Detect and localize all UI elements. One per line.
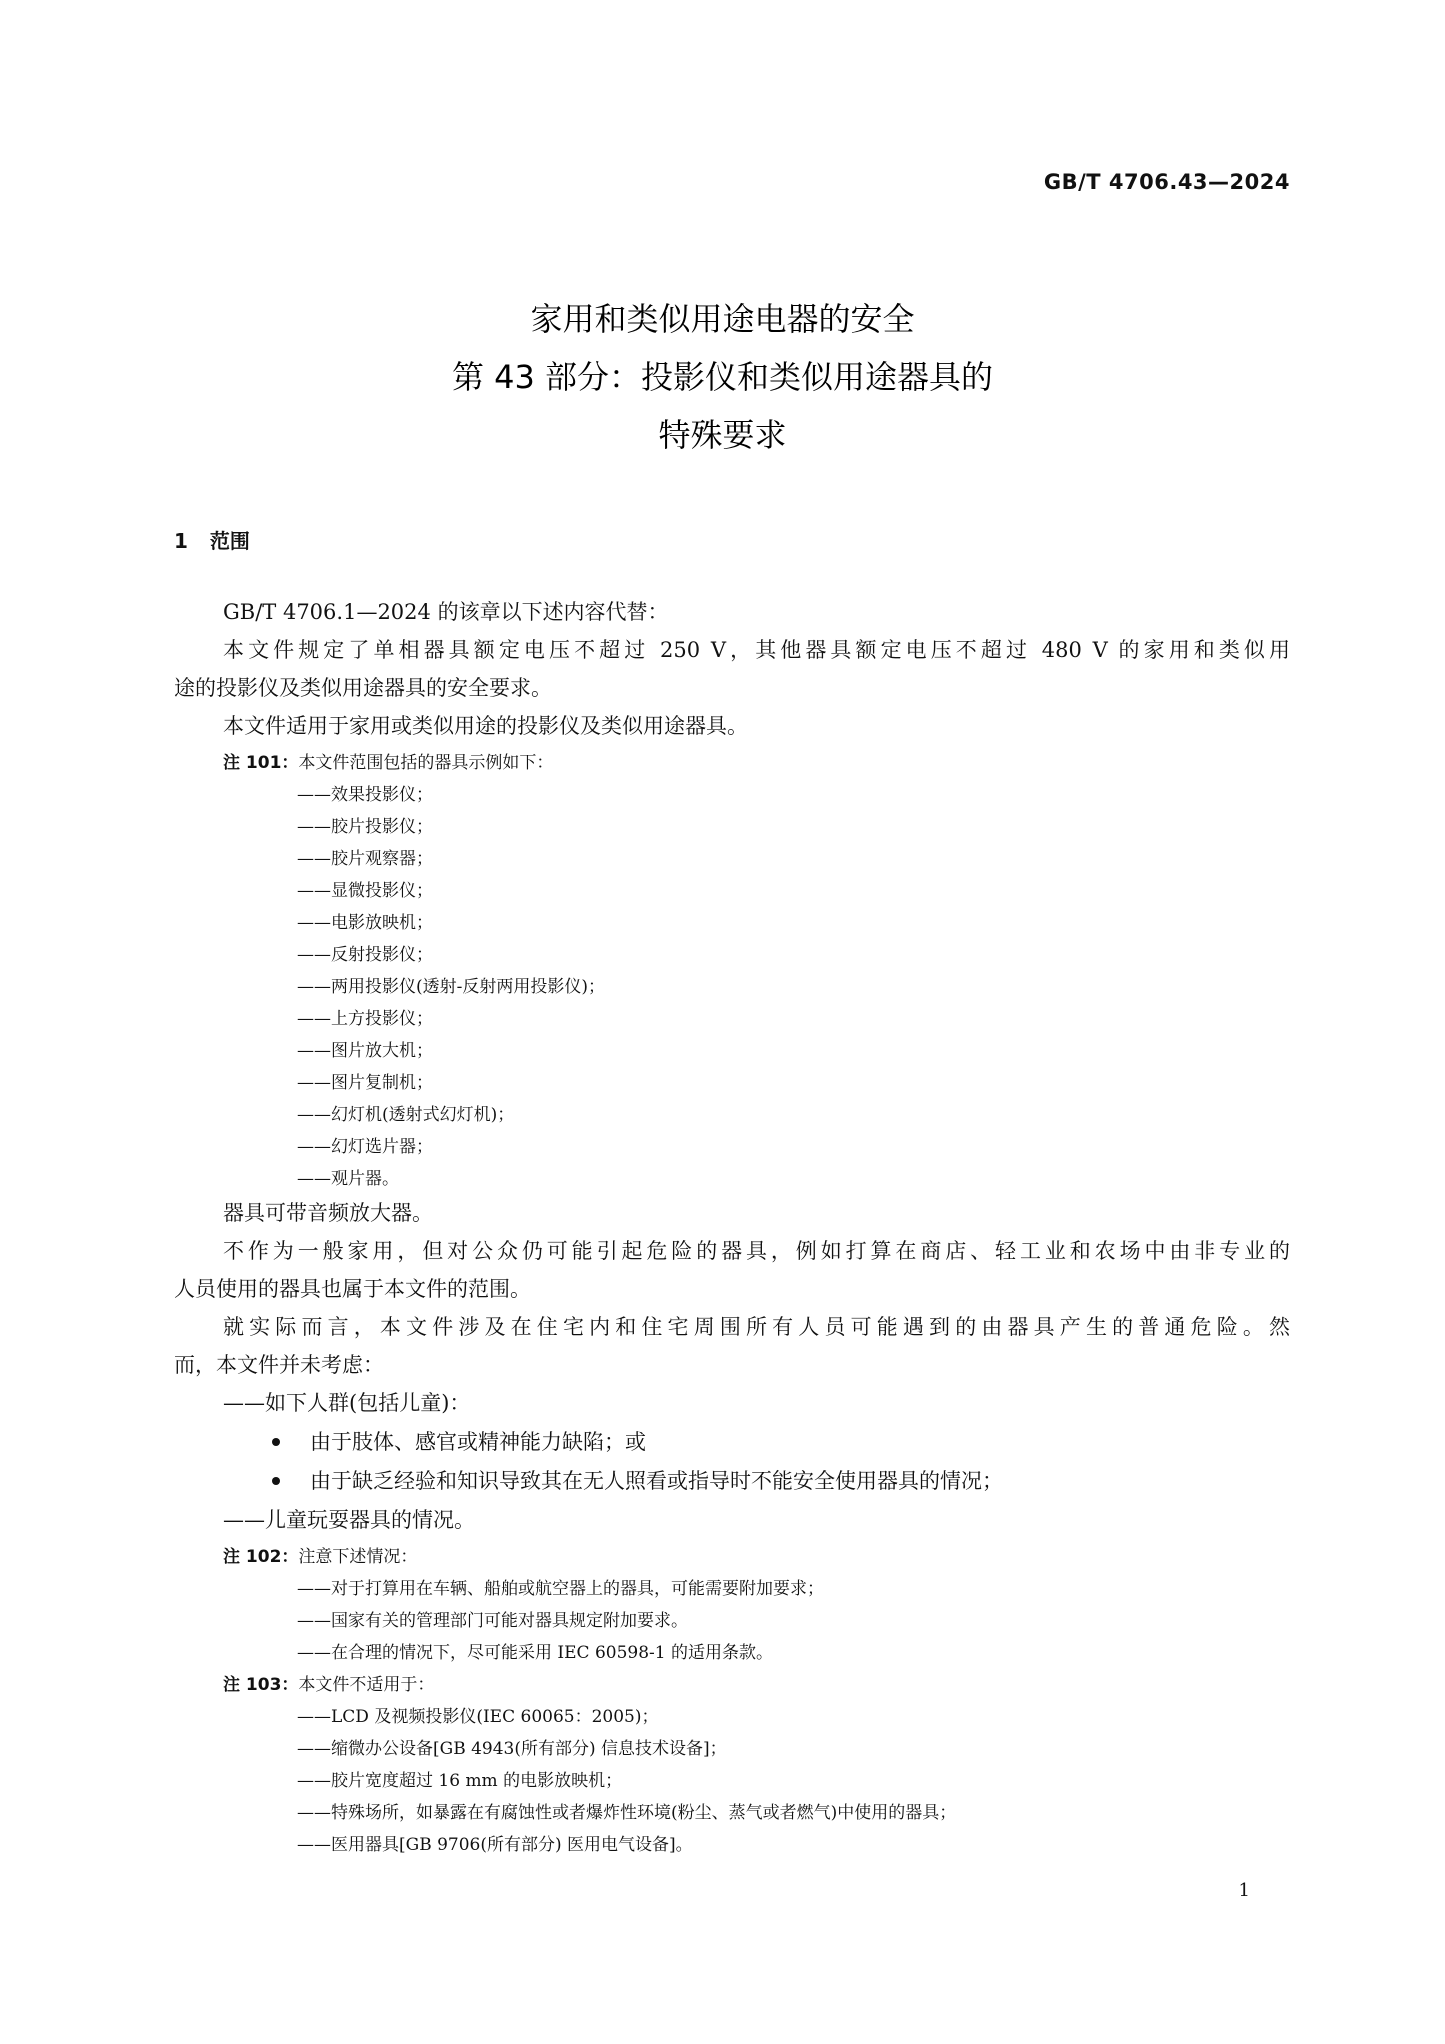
list-item: ——两用投影仪(透射-反射两用投影仪)； xyxy=(297,977,606,997)
list-item: ——图片放大机； xyxy=(297,1041,433,1061)
list-item: ——LCD 及视频投影仪(IEC 60065：2005)； xyxy=(297,1707,659,1727)
list-item: ——医用器具[GB 9706(所有部分) 医用电气设备]。 xyxy=(297,1835,693,1855)
paragraph: 本文件适用于家用或类似用途的投影仪及类似用途器具。 xyxy=(223,714,748,738)
list-item: ——观片器。 xyxy=(297,1169,399,1189)
list-item: ——上方投影仪； xyxy=(297,1009,433,1029)
list-item: ——反射投影仪； xyxy=(297,945,433,965)
note-101 xyxy=(223,748,553,773)
paragraph: 途的投影仪及类似用途器具的安全要求。 xyxy=(174,676,552,700)
bullet-item xyxy=(272,1465,1003,1495)
note-label: 注 103： xyxy=(223,1675,299,1695)
page-number: 1 xyxy=(1238,1880,1250,1901)
paragraph: 而，本文件并未考虑： xyxy=(174,1353,384,1377)
bullet-icon xyxy=(272,1477,280,1485)
list-item: ——国家有关的管理部门可能对器具规定附加要求。 xyxy=(297,1611,688,1631)
note-text: 注意下述情况： xyxy=(298,1547,418,1567)
note-label: 注 101： xyxy=(223,753,299,773)
paragraph: 不作为一般家用，但对公众仍可能引起危险的器具，例如打算在商店、轻工业和农场中由非专业的 xyxy=(223,1239,1290,1263)
note-label: 注 102： xyxy=(223,1547,299,1567)
dash-item: ——如下人群(包括儿童)： xyxy=(223,1391,471,1415)
section-title: 范围 xyxy=(209,529,250,553)
standard-number: GB/T 4706.43—2024 xyxy=(1043,170,1290,194)
bullet-item xyxy=(272,1426,646,1456)
paragraph: GB/T 4706.1—2024 的该章以下述内容代替： xyxy=(223,600,669,624)
list-item: ——显微投影仪； xyxy=(297,881,433,901)
list-item: ——图片复制机； xyxy=(297,1073,433,1093)
list-item: ——对于打算用在车辆、船舶或航空器上的器具，可能需要附加要求； xyxy=(297,1579,824,1599)
list-item: ——在合理的情况下，尽可能采用 IEC 60598-1 的适用条款。 xyxy=(297,1643,773,1663)
list-item: ——电影放映机； xyxy=(297,913,433,933)
paragraph: 人员使用的器具也属于本文件的范围。 xyxy=(174,1277,531,1301)
list-item: ——胶片宽度超过 16 mm 的电影放映机； xyxy=(297,1771,623,1791)
list-item: ——幻灯选片器； xyxy=(297,1137,433,1157)
note-102 xyxy=(223,1542,417,1567)
section-number: 1 xyxy=(174,529,188,553)
bullet-text: 由于肢体、感官或精神能力缺陷；或 xyxy=(310,1430,646,1454)
note-103 xyxy=(223,1670,434,1695)
title-line-1: 家用和类似用途电器的安全 xyxy=(530,300,915,338)
list-item: ——胶片观察器； xyxy=(297,849,433,869)
title-line-3: 特殊要求 xyxy=(658,416,787,454)
paragraph: 器具可带音频放大器。 xyxy=(223,1201,433,1225)
dash-item: ——儿童玩耍器具的情况。 xyxy=(223,1508,475,1532)
note-text: 本文件不适用于： xyxy=(298,1675,435,1695)
section-heading xyxy=(174,525,250,554)
title-line-2: 第 43 部分：投影仪和类似用途器具的 xyxy=(451,358,994,396)
paragraph: 就实际而言，本文件涉及在住宅内和住宅周围所有人员可能遇到的由器具产生的普通危险。然 xyxy=(223,1315,1290,1339)
list-item: ——缩微办公设备[GB 4943(所有部分) 信息技术设备]； xyxy=(297,1739,727,1759)
list-item: ——胶片投影仪； xyxy=(297,817,433,837)
list-item: ——效果投影仪； xyxy=(297,785,433,805)
bullet-text: 由于缺乏经验和知识导致其在无人照看或指导时不能安全使用器具的情况； xyxy=(310,1469,1003,1493)
bullet-icon xyxy=(272,1438,280,1446)
list-item: ——特殊场所，如暴露在有腐蚀性或者爆炸性环境(粉尘、蒸气或者燃气)中使用的器具； xyxy=(297,1803,957,1823)
document-title xyxy=(0,290,1445,464)
list-item: ——幻灯机(透射式幻灯机)； xyxy=(297,1105,515,1125)
paragraph: 本文件规定了单相器具额定电压不超过 250 V，其他器具额定电压不超过 480 V 的家用和类似用 xyxy=(223,638,1290,662)
note-text: 本文件范围包括的器具示例如下： xyxy=(298,753,554,773)
